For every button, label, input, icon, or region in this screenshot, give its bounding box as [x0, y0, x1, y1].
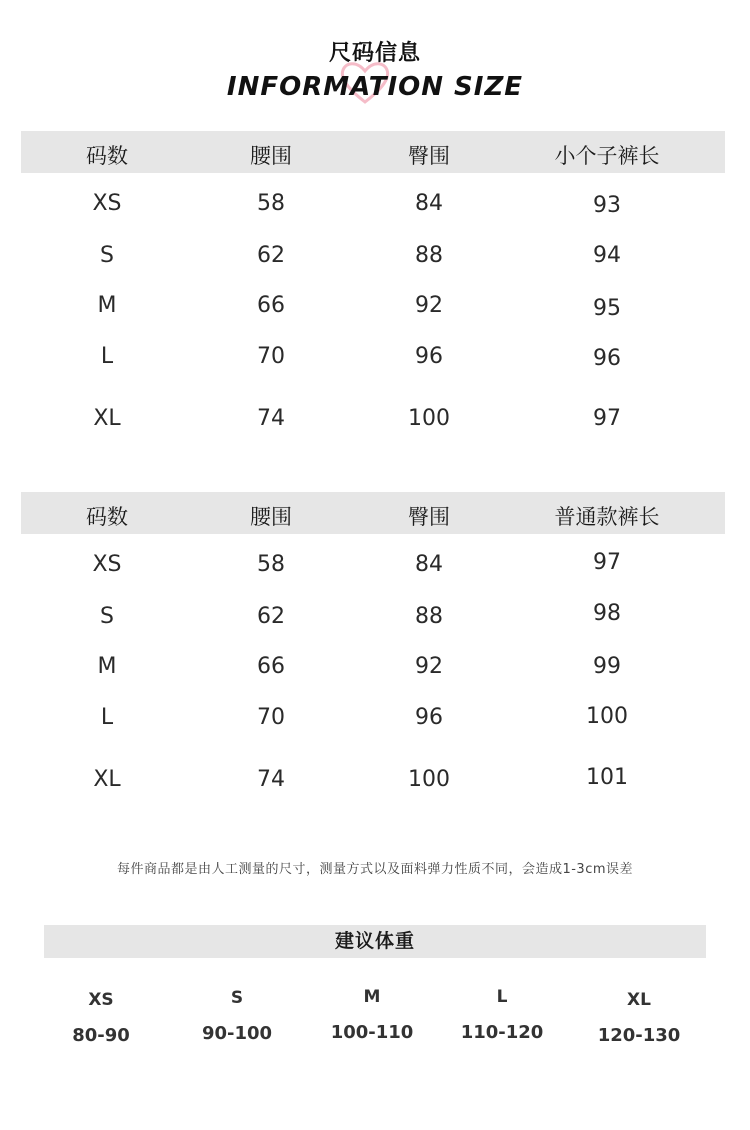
- cell-size: L: [100, 705, 114, 730]
- cell-length: 101: [586, 765, 628, 790]
- col-header-size: 码数: [86, 505, 128, 529]
- cell-hip: 92: [415, 654, 443, 679]
- cell-hip: 84: [415, 191, 443, 216]
- cell-length: 94: [593, 243, 621, 268]
- col-header-waist: 腰围: [250, 505, 292, 529]
- cell-length: 93: [593, 193, 621, 218]
- weight-size-label: S: [230, 988, 244, 1008]
- cell-waist: 66: [257, 654, 285, 679]
- table-header: [21, 492, 725, 534]
- cell-hip: 88: [415, 604, 443, 629]
- weight-size-label: XL: [627, 990, 651, 1010]
- cell-hip: 88: [415, 243, 443, 268]
- weight-range: 90-100: [201, 1023, 273, 1044]
- measurement-note: 每件商品都是由人工测量的尺寸，测量方式以及面料弹力性质不同，会造成1-3cm误差: [116, 862, 634, 877]
- cell-size: XS: [92, 191, 122, 216]
- cell-length: 97: [593, 550, 621, 575]
- weight-section-title: 建议体重: [44, 925, 706, 958]
- weight-size-label: L: [496, 987, 508, 1007]
- cell-size: S: [100, 604, 114, 629]
- cell-waist: 70: [257, 344, 285, 369]
- cell-waist: 74: [257, 767, 285, 792]
- page-title-en: INFORMATION SIZE: [226, 72, 524, 102]
- cell-hip: 100: [408, 406, 450, 431]
- cell-hip: 96: [415, 705, 443, 730]
- cell-size: L: [100, 344, 114, 369]
- cell-length: 98: [593, 601, 621, 626]
- cell-length: 95: [593, 296, 621, 321]
- cell-size: XS: [92, 552, 122, 577]
- cell-hip: 92: [415, 293, 443, 318]
- cell-length: 100: [586, 704, 628, 729]
- cell-waist: 74: [257, 406, 285, 431]
- weight-range: 80-90: [72, 1025, 130, 1046]
- cell-waist: 62: [257, 243, 285, 268]
- cell-size: M: [97, 293, 117, 318]
- weight-range: 120-130: [597, 1025, 681, 1046]
- col-header-waist: 腰围: [250, 144, 292, 168]
- col-header-hip: 臀围: [408, 505, 450, 529]
- weight-range: 100-110: [330, 1022, 414, 1043]
- cell-waist: 70: [257, 705, 285, 730]
- cell-length: 99: [593, 654, 621, 679]
- cell-size: M: [97, 654, 117, 679]
- weight-size-label: XS: [88, 990, 114, 1010]
- cell-size: S: [100, 243, 114, 268]
- cell-length: 97: [593, 406, 621, 431]
- page-title-cn: 尺码信息: [328, 41, 421, 66]
- cell-hip: 96: [415, 344, 443, 369]
- col-header-length: 小个子裤长: [554, 144, 660, 168]
- cell-hip: 100: [408, 767, 450, 792]
- cell-waist: 58: [257, 191, 285, 216]
- cell-hip: 84: [415, 552, 443, 577]
- size-table-regular: [21, 492, 725, 792]
- table-header: [21, 131, 725, 173]
- cell-waist: 62: [257, 604, 285, 629]
- cell-length: 96: [593, 346, 621, 371]
- size-table-petite: [21, 131, 725, 431]
- col-header-hip: 臀围: [408, 144, 450, 168]
- cell-size: XL: [93, 767, 121, 792]
- weight-range: 110-120: [460, 1022, 544, 1043]
- cell-waist: 66: [257, 293, 285, 318]
- col-header-size: 码数: [86, 144, 128, 168]
- col-header-length: 普通款裤长: [554, 505, 660, 529]
- cell-size: XL: [93, 406, 121, 431]
- weight-size-label: M: [363, 987, 381, 1007]
- cell-waist: 58: [257, 552, 285, 577]
